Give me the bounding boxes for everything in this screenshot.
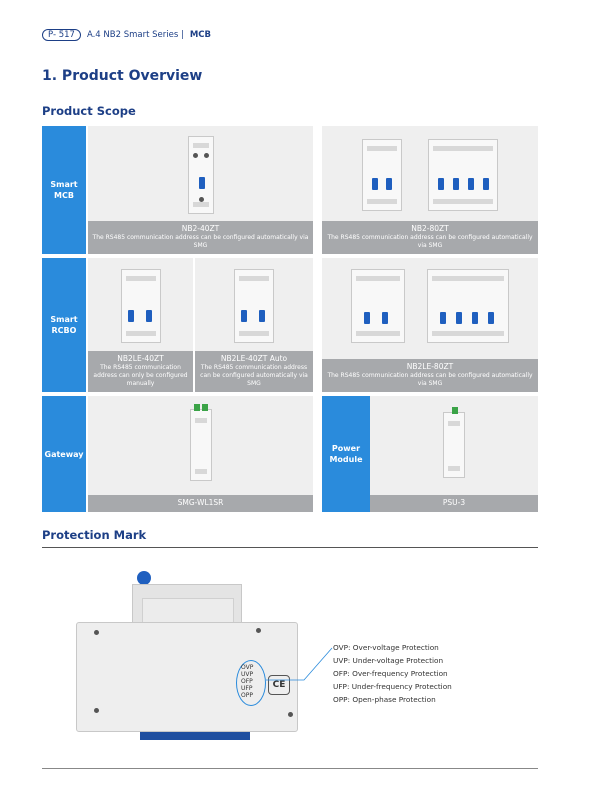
mark-ovp: OVP [241,664,254,671]
mark-opp: OPP [241,692,253,699]
product-name: NB2LE-40ZT Auto [220,354,288,363]
product-name: NB2LE-40ZT [117,354,164,363]
legend-opp: OPP: Open-phase Protection [333,695,436,704]
product-name: NB2-80ZT [411,224,449,233]
legend-ufp: UFP: Under-frequency Protection [333,682,452,691]
footer-divider [42,768,538,769]
protection-mark-title: Protection Mark [42,528,147,542]
mark-ufp: UFP [241,685,253,692]
product-card-nb2le-40zt-auto[interactable] [195,258,313,392]
nb2le-40zt-image [88,258,193,354]
product-label: MCB [189,30,212,40]
nb2-80zt-image [322,126,538,224]
product-scope-title: Product Scope [42,104,136,118]
ce-mark: CE [268,675,290,695]
product-card-psu-3[interactable] [370,396,538,512]
legend-uvp: UVP: Under-voltage Protection [333,656,444,665]
product-description: The RS485 communication address can be configured automatically via SMG [92,234,309,249]
product-name: SMG-WL1SR [177,498,224,507]
product-card-nb2le-40zt[interactable] [88,258,193,392]
series-label: A.4 NB2 Smart Series | [86,30,184,40]
product-name: NB2-40ZT [181,224,220,233]
protection-legend [333,641,452,706]
product-card-nb2le-80zt[interactable] [322,258,538,392]
product-description: The RS485 communication address can be configured automatically via SMG [327,234,533,249]
callout-line [264,646,336,686]
mark-uvp: UVP [241,671,254,678]
section-title: 1. Product Overview [42,68,203,84]
category-smart-mcb: Smart MCB [42,126,86,254]
product-description: The RS485 communication address can be configured automatically via SMG [200,364,308,387]
nb2-40zt-image [88,126,313,224]
page-number: P- 517 [42,29,81,41]
category-smart-rcbo: Smart RCBO [42,258,86,392]
mark-ofp: OFP [241,678,253,685]
nb2le-40zt-auto-image [195,258,313,354]
product-name: NB2LE-80ZT [406,362,454,371]
product-card-nb2-40zt[interactable] [88,126,313,254]
psu-3-image [370,396,538,494]
product-card-smg-wl1sr[interactable] [88,396,313,512]
product-name: PSU-3 [442,498,466,507]
product-card-nb2-80zt[interactable] [322,126,538,254]
legend-ovp: OVP: Over-voltage Protection [333,643,439,652]
nb2le-80zt-image [322,258,538,354]
category-gateway: Gateway [42,396,86,512]
product-description: The RS485 communication address can only be configured manually [93,364,188,387]
section-divider [42,547,538,548]
running-header [42,28,211,42]
product-description: The RS485 communication address can be configured automatically via SMG [327,372,533,387]
legend-ofp: OFP: Over-frequency Protection [333,669,448,678]
category-power-module: Power Module [322,396,370,512]
smg-wl1sr-image [88,396,313,494]
